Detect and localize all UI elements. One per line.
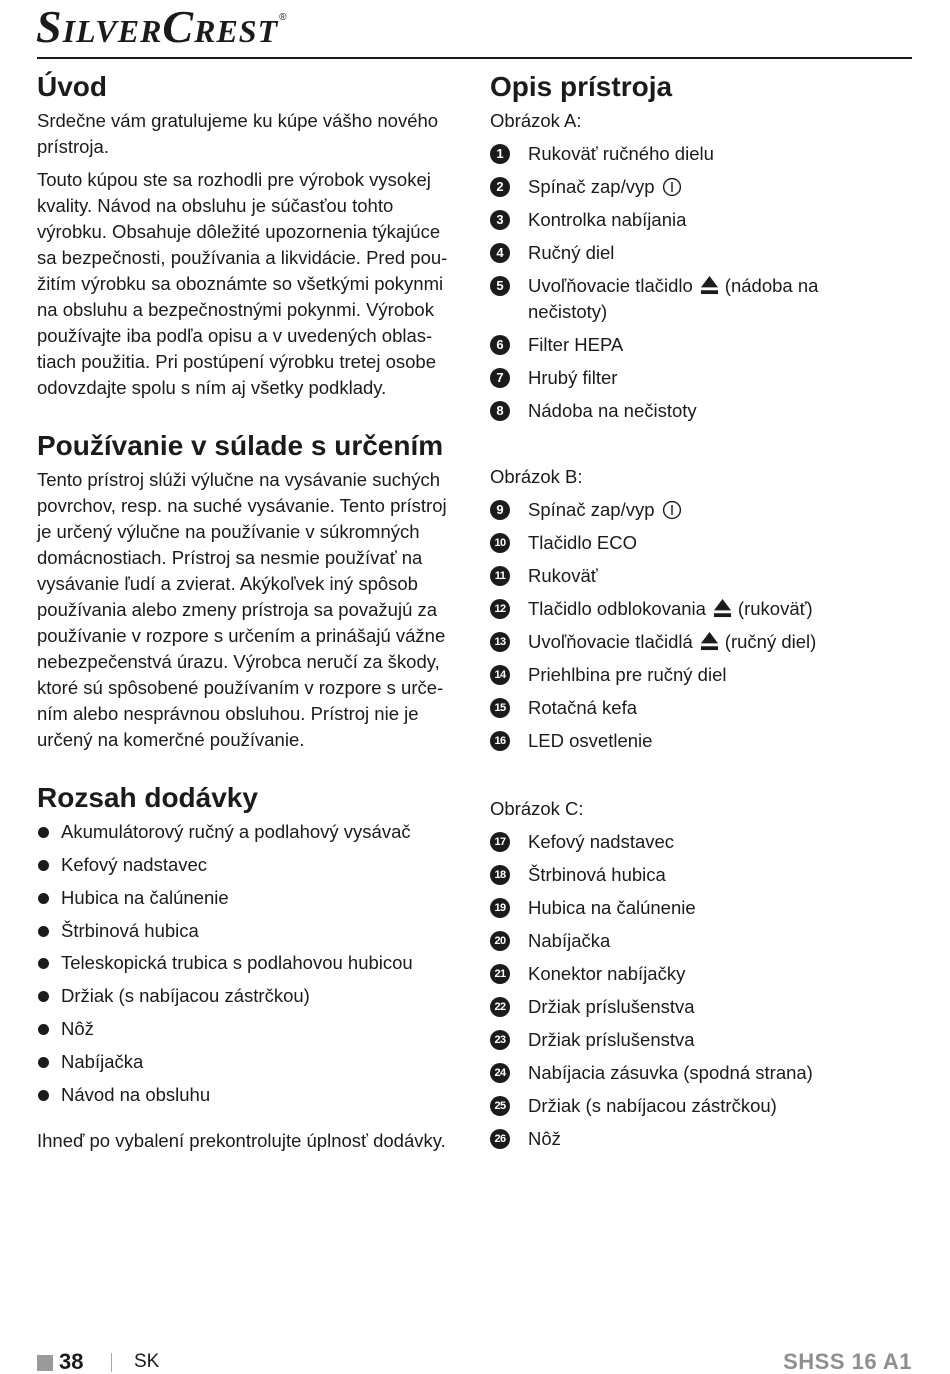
intro-paragraph-line: výrobku. Obsahuje dôležité upozornenia týkajúce xyxy=(37,221,441,242)
part-item xyxy=(490,174,818,200)
eject-icon xyxy=(700,631,719,652)
part-item xyxy=(490,994,813,1020)
part-number-badge: 16 xyxy=(490,731,510,751)
part-label: Priehlbina pre ručný diel xyxy=(528,664,727,685)
footer-square-marker xyxy=(37,1355,53,1371)
delivery-item-label: Teleskopická trubica s podlahovou hubicou xyxy=(61,952,413,974)
part-item xyxy=(490,141,818,167)
part-number-badge: 21 xyxy=(490,964,510,984)
part-number-badge: 15 xyxy=(490,698,510,718)
part-number-badge: 18 xyxy=(490,865,510,885)
intended-use-paragraph xyxy=(37,467,447,753)
delivery-item-label: Akumulátorový ručný a podlahový vysávač xyxy=(61,821,411,842)
part-label-suffix: (rukoväť) xyxy=(737,598,813,619)
intro-paragraph-line: kvality. Návod na obsluhu je súčasťou tohto xyxy=(37,195,394,216)
part-item xyxy=(490,728,816,754)
part-item xyxy=(490,365,818,391)
delivery-list xyxy=(37,816,413,1112)
intro-paragraph-line: odovzdajte spolu s ním aj všetky podklady. xyxy=(37,377,387,398)
model-number: SHSS 16 A1 xyxy=(783,1349,912,1374)
part-item xyxy=(490,928,813,954)
part-label: Spínač zap/vyp xyxy=(528,176,655,197)
brand-logo xyxy=(36,1,287,63)
part-number-badge: 20 xyxy=(490,931,510,951)
part-item xyxy=(490,662,816,688)
part-label-continuation: nečistoty) xyxy=(528,301,608,322)
delivery-item xyxy=(37,816,413,849)
intended-use-line: používanie v rozpore s určením a prinášajú vážne xyxy=(37,625,446,646)
part-item xyxy=(490,596,816,622)
delivery-item-label: Kefový nadstavec xyxy=(61,853,208,875)
part-number-badge: 3 xyxy=(490,210,510,230)
bullet-dot xyxy=(38,926,49,937)
intro-heading: Úvod xyxy=(37,71,107,102)
part-number-badge: 10 xyxy=(490,533,510,553)
bullet-dot xyxy=(38,893,49,904)
part-item xyxy=(490,530,816,556)
part-label: Držiak príslušenstva xyxy=(528,1029,695,1050)
part-item xyxy=(490,1060,813,1086)
part-number-badge: 11 xyxy=(490,566,510,586)
part-label: Tlačidlo odblokovania xyxy=(528,598,706,619)
part-label: Nabíjačka xyxy=(528,930,611,951)
part-item xyxy=(490,629,816,655)
figure-group-b xyxy=(490,464,816,761)
intended-use-line: ktoré sú spôsobené používaním v rozpore s urče- xyxy=(37,677,444,698)
part-number-badge: 2 xyxy=(490,177,510,197)
part-label: Nôž xyxy=(528,1128,561,1149)
part-number-badge: 26 xyxy=(490,1129,510,1149)
bullet-dot xyxy=(38,1057,49,1068)
power-icon xyxy=(662,177,682,197)
part-number-badge: 5 xyxy=(490,276,510,296)
delivery-heading: Rozsah dodávky xyxy=(37,782,258,813)
part-number-badge: 7 xyxy=(490,368,510,388)
intended-use-line: Tento prístroj slúži výlučne na vysávanie suchých xyxy=(37,469,441,490)
part-label: Hrubý filter xyxy=(528,367,618,388)
delivery-item xyxy=(37,882,413,915)
bullet-dot xyxy=(38,991,49,1002)
part-item xyxy=(490,829,813,855)
delivery-item xyxy=(37,1013,413,1046)
figure-group-c xyxy=(490,796,813,1159)
part-label: Kefový nadstavec xyxy=(528,831,675,852)
delivery-item xyxy=(37,1046,413,1079)
part-item xyxy=(490,207,818,233)
intro-paragraph-line: tiach použitia. Pri postúpení výrobku tretej osobe xyxy=(37,351,437,372)
part-item xyxy=(490,273,818,325)
intended-use-line: povrchov, resp. na suché vysávanie. Tento prístroj xyxy=(37,495,447,516)
intro-paragraph-line: Touto kúpou ste sa rozhodli pre výrobok vysokej xyxy=(37,169,431,190)
device-description-heading: Opis prístroja xyxy=(490,71,673,102)
part-label: Rukoväť ručného dielu xyxy=(528,143,714,164)
part-label: Filter HEPA xyxy=(528,334,624,355)
delivery-item-label: Návod na obsluhu xyxy=(61,1083,211,1105)
intended-use-line: určený na komerčné používanie. xyxy=(37,729,305,750)
intended-use-line: je určený výlučne na používanie v súkromných xyxy=(37,521,420,542)
part-label: Držiak príslušenstva xyxy=(528,996,695,1017)
delivery-note: Ihneď po vybalení prekontrolujte úplnosť dodávky. xyxy=(37,1130,446,1151)
part-number-badge: 6 xyxy=(490,335,510,355)
bullet-dot xyxy=(38,860,49,871)
part-label: Hubica na čalúnenie xyxy=(528,897,696,918)
brand-logo-text: SilverCrest xyxy=(36,1,279,52)
footer-divider xyxy=(111,1353,112,1372)
part-label: Rotačná kefa xyxy=(528,697,638,718)
part-item xyxy=(490,961,813,987)
part-number-badge: 4 xyxy=(490,243,510,263)
bullet-dot xyxy=(38,1090,49,1101)
intended-use-heading: Používanie v súlade s určením xyxy=(37,430,444,461)
part-label: Nádoba na nečistoty xyxy=(528,400,697,421)
delivery-item-label: Nôž xyxy=(61,1018,94,1040)
part-item xyxy=(490,1126,813,1152)
figure-caption: Obrázok B: xyxy=(490,466,583,487)
delivery-item xyxy=(37,849,413,882)
part-label: Ručný diel xyxy=(528,242,615,263)
intended-use-line: nebezpečenstvá úrazu. Výrobca neručí za škody, xyxy=(37,651,440,672)
delivery-item xyxy=(37,947,413,980)
figure-group-a xyxy=(490,108,818,431)
part-label: Kontrolka nabíjania xyxy=(528,209,687,230)
delivery-item-label: Držiak (s nabíjacou zástrčkou) xyxy=(61,985,310,1007)
part-number-badge: 19 xyxy=(490,898,510,918)
intro-paragraph xyxy=(37,108,438,160)
part-number-badge: 12 xyxy=(490,599,510,619)
intro-paragraph-line: prístroja. xyxy=(37,136,109,157)
part-item xyxy=(490,332,818,358)
intended-use-line: ním alebo nesprávnou obsluhou. Prístroj nie je xyxy=(37,703,419,724)
part-label: Uvoľňovacie tlačidlá xyxy=(528,631,693,652)
part-number-badge: 13 xyxy=(490,632,510,652)
part-label: Nabíjacia zásuvka (spodná strana) xyxy=(528,1062,813,1083)
part-label-suffix: (ručný diel) xyxy=(724,631,817,652)
intro-paragraph-line: Srdečne vám gratulujeme ku kúpe vášho nového xyxy=(37,110,439,131)
part-number-badge: 1 xyxy=(490,144,510,164)
power-icon xyxy=(662,500,682,520)
intended-use-line: domácnostiach. Prístroj sa nesmie používať na xyxy=(37,547,423,568)
part-label: Rukoväť xyxy=(528,565,598,586)
registered-mark: ® xyxy=(279,12,287,23)
part-number-badge: 24 xyxy=(490,1063,510,1083)
delivery-item xyxy=(37,1079,413,1112)
part-number-badge: 25 xyxy=(490,1096,510,1116)
language-code: SK xyxy=(134,1351,160,1372)
part-item xyxy=(490,240,818,266)
bullet-dot xyxy=(38,958,49,969)
intro-paragraph-line: na obsluhu a bezpečnostnými pokynmi. Výrobok xyxy=(37,299,434,320)
part-item xyxy=(490,563,816,589)
part-number-badge: 9 xyxy=(490,500,510,520)
part-item xyxy=(490,695,816,721)
delivery-item-label: Hubica na čalúnenie xyxy=(61,886,229,908)
bullet-dot xyxy=(38,1024,49,1035)
delivery-item-label: Nabíjačka xyxy=(61,1050,144,1072)
bullet-dot xyxy=(38,827,49,838)
part-number-badge: 23 xyxy=(490,1030,510,1050)
part-label-suffix: (nádoba na xyxy=(724,275,819,296)
part-number-badge: 17 xyxy=(490,832,510,852)
intro-paragraph xyxy=(37,167,447,401)
eject-icon xyxy=(713,598,732,619)
part-number-badge: 8 xyxy=(490,401,510,421)
part-item xyxy=(490,895,813,921)
part-label: Tlačidlo ECO xyxy=(528,532,637,553)
part-item xyxy=(490,497,816,523)
intro-paragraph-line: používajte iba podľa opisu a v uvedených oblas- xyxy=(37,325,433,346)
part-item xyxy=(490,1093,813,1119)
part-label: Konektor nabíjačky xyxy=(528,963,686,984)
intended-use-line: vysávanie ľudí a zvierat. Akýkoľvek iný spôsob xyxy=(37,573,418,594)
header-rule xyxy=(37,57,912,59)
part-number-badge: 22 xyxy=(490,997,510,1017)
intro-paragraph-line: žitím výrobku sa oboznámte so všetkými pokynmi xyxy=(37,273,444,294)
part-item xyxy=(490,398,818,424)
figure-caption: Obrázok C: xyxy=(490,798,584,819)
part-label: Štrbinová hubica xyxy=(528,864,666,885)
part-label: Držiak (s nabíjacou zástrčkou) xyxy=(528,1095,777,1116)
delivery-item xyxy=(37,980,413,1013)
intended-use-line: používania alebo zmeny prístroja sa považujú za xyxy=(37,599,438,620)
part-item xyxy=(490,862,813,888)
intro-paragraph-line: sa bezpečnosti, používania a likvidácie. Pred pou- xyxy=(37,247,448,268)
delivery-item-label: Štrbinová hubica xyxy=(61,919,199,941)
part-label: LED osvetlenie xyxy=(528,730,653,751)
eject-icon xyxy=(700,275,719,296)
figure-caption: Obrázok A: xyxy=(490,110,582,131)
part-number-badge: 14 xyxy=(490,665,510,685)
part-label: Uvoľňovacie tlačidlo xyxy=(528,275,693,296)
part-item xyxy=(490,1027,813,1053)
delivery-item xyxy=(37,915,413,948)
part-label: Spínač zap/vyp xyxy=(528,499,655,520)
page-number: 38 xyxy=(59,1349,84,1374)
